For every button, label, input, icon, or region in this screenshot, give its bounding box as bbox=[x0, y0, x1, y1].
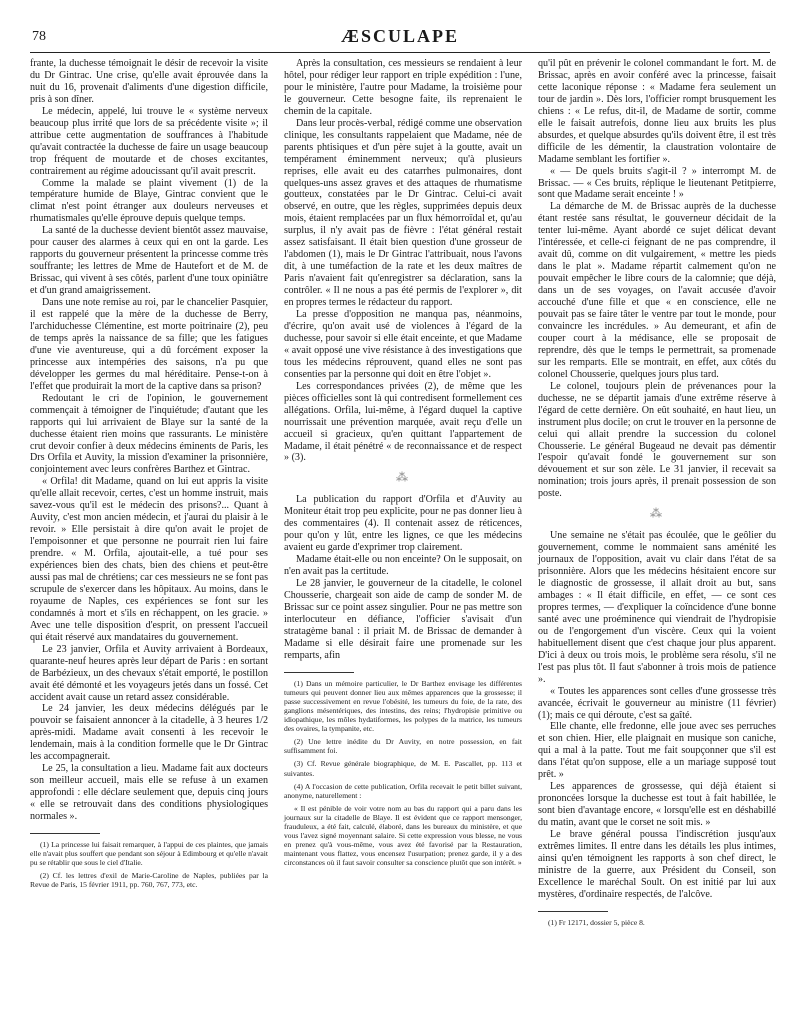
journal-title: ÆSCULAPE bbox=[340, 26, 459, 46]
paragraph: Madame était-elle ou non enceinte? On le supposait, on n'en avait pas la certitude. bbox=[284, 554, 522, 578]
header-rule bbox=[30, 52, 770, 53]
paragraph: Les apparences de grossesse, qui déjà étaient si prononcées lorsque la duchesse est tout à fait habillée, le sont bien d'avantage encore, « lorsqu'elle est en déshabillé du matin, avant que le corset ne soit mis. » bbox=[538, 781, 776, 829]
paragraph: Comme la malade se plaint vivement (1) de la température humide de Blaye, Gintrac convient que le climat n'est point étranger aux douleurs nerveuses et rhumatismales qu'elle éprouve depuis quelque temps. bbox=[30, 177, 268, 225]
footnote: (1) Dans un mémoire particulier, le Dr Barthez envisage les différentes tumeurs qui peuvent donner lieu aux mêmes apparences que la grossesse; il passe successivement en revue l'obésité, les tumeurs du foie, de la rate, des ganglions mésentériques, des intestins, des reins; l'hydropisie primitive ou idiopathique, les môles hydatiformes, les polypes de la matrice, les tumeurs des ovaires, la tympanite, etc. bbox=[284, 678, 522, 734]
paragraph: La presse d'opposition ne manqua pas, néanmoins, d'écrire, qu'on avait usé de violences à l'égard de la duchesse, pour savoir si elle était enceinte, et que Madame « avait opposé une vive résistance à des investigations que tous les médecins réprouvent, quand elles ne sont pas consenties par la personne qui doit en être l'objet ». bbox=[284, 309, 522, 380]
paragraph: Le brave général poussa l'indiscrétion jusqu'aux extrêmes limites. Il entre dans les détails les plus intimes, ainsi qu'en témoignent les rapports à son chef direct, le ministre de la guerre, aux Président du Conseil, son Excellence le maréchal Soult. On est initié par lui aux mystères, d'ordinaire respectés, de l'alcôve. bbox=[538, 829, 776, 900]
footnote: (3) Cf. Revue générale biographique, de M. E. Pascallet, pp. 113 et suivantes. bbox=[284, 759, 522, 778]
paragraph: Après la consultation, ces messieurs se rendaient à leur hôtel, pour rédiger leur rapport en triple expédition : l'une, pour le ministère, l'autre pour Madame, la troisième pour le gouverneur. Cette besogne faite, ils reprenaient le chemin de la capitale. bbox=[284, 58, 522, 117]
paragraph: Elle chante, elle fredonne, elle joue avec ses perruches et son chien. Hier, elle plaignait en musique son caniche, qui a mal à la patte. Tout me fait soupçonner que s'il est dans l'état qu'on suppose, elle a un mariage supposé tout prêt. » bbox=[538, 721, 776, 781]
footnote: « Il est pénible de voir votre nom au bas du rapport qui a paru dans les journaux sur la citadelle de Blaye. Il est évident que ce rapport mensonger, frauduleux, a été fait, calculé, élaboré, dans les bureaux du ministère, et que vous l'avez signé moyennant salaire. Si cette expression vous blesse, ne vous en prenez qu'à vous-même, vous avez été favorisé par la Restauration, maintenant vous flattez, vous encensez l'usurpation; prenez garde, il y a des circonstances où il faut savoir consulter sa conscience plutôt que son intérêt. » bbox=[284, 803, 522, 868]
footnotes-right bbox=[538, 918, 776, 927]
paragraph: Le 23 janvier, Orfila et Auvity arrivaient à Bordeaux, quarante-neuf heures après leur départ de Paris : en sortant de Barbézieux, un des chevaux s'était emporté, le postillon avait été démonté et les voyageurs jetés dans un fossé. Cet accident avait cause un retard assez considérable. bbox=[30, 643, 268, 703]
paragraph: frante, la duchesse témoignait le désir de recevoir la visite du Dr Gintrac. Une crise, qu'elle avait éprouvée dans la nuit du 16, provenait d'aliments d'une digestion difficile, pris à son dîner. bbox=[30, 58, 268, 105]
paragraph: « Orfila! dit Madame, quand on lui eut appris la visite qu'elle allait recevoir, certes, c'est un homme instruit, mais savez-vous qu'il est le médecin des prisons?... Quant à Auvity, c'est mon ancien médecin, et j'aurai du plaisir à le revoir. » Elle persistait à dire qu'on avait le projet de l'empoisonner et que personne ne pourrait rien lui faire prendre. « M. Orfila, ajoutait-elle, a tué pour ses expériences bien des chats, bien des chiens et peut-être aussi pas mal de chrétiens; car ces messieurs ne se font pas scrupule de s'exercer dans les hôpitaux. Au moins, dans le royaume de Naples, ces expériences se font sur les condamnés à mort et s'ils en réchappent, on les gracie. » Avec une telle disposition d'esprit, on pressent l'accueil qui était réservé aux mandataires du gouvernement. bbox=[30, 476, 268, 643]
paragraph: Les correspondances privées (2), de même que les pièces officielles sont là qui contredisent formellement ces allégations. Orfila, lui-même, à l'égard duquel la captive nourrissait une prévention marquée, avait reçu d'elle un accueil si gracieux, qu'en quittant l'appartement de Madame, il était pénétré « de reconnaissance et de respect » (3). bbox=[284, 380, 522, 464]
footnotes-middle bbox=[284, 679, 522, 868]
paragraph: Dans une note remise au roi, par le chancelier Pasquier, il est rappelé que la mère de la duchesse de Berry, l'archiduchesse Clémentine, est morte poitrinaire (2), peu de temps après la naissance de sa fille; que les fatigues d'une vie aventureuse, qui a dû forcément exposer la princesse aux intempéries des saisons, n'a pu que développer les germes du mal héréditaire. Pense-t-on à l'effet que produirait la mort de la captive dans sa prison? bbox=[30, 297, 268, 392]
section-separator: ⁂ bbox=[396, 470, 410, 485]
paragraph: qu'il pût en prévenir le colonel commandant le fort. M. de Brissac, après en avoir conféré avec la princesse, faisait cette laconique réponse : « Madame fera seulement un tour de jardin ». Dès lors, l'officier rompt brusquement les chiens : « Le refus, dit-il, de Madame de sortir, comme elle le faisait autrefois, donne lieu aux bruits les plus absurdes, et quelque absurdes qu'ils doivent être, il est très difficile de les démentir, la claustration volontaire de Madame semblant les fortifier ». bbox=[538, 58, 776, 165]
footnote: (2) Une lettre inédite du Dr Auvity, en notre possession, en fait suffisamment foi. bbox=[284, 737, 522, 756]
paragraph: Le colonel, toujours plein de prévenances pour la duchesse, ne se départit jamais d'une extrême réserve à l'égard de cette dernière. On eût souhaité, en haut lieu, un instrument plus docile; on crut le trouver en la personne de celui qui allait prendre la succession du colonel Chousserie. Le général Bugeaud ne devait pas démentir l'espoir qu'avait fondé le gouvernement sur son dévouement et sur son zèle. Le 31 janvier, il recevait sa nomination; trois jours après, il prenait possession de son poste. bbox=[538, 380, 776, 500]
paragraph: Dans leur procès-verbal, rédigé comme une observation clinique, les consultants rappelaient que Madame, née de parents phtisiques et d'un père sujet à la goutte, avait un tempérament éminemment nerveux; qu'à plusieurs reprises, elle avait eu des catarrhes pulmonaires, dont quelques-uns assez graves et des attaques de rhumatisme goutteux, constatées par le Dr Gintrac. Celui-ci avait observé, en outre, que les règles, supprimées depuis deux mois, étaient remplacées par un flux hémorroïdal et, qu'au surplus, il n'y avait pas de fièvre : l'état général restait assez satisfaisant. Il était bien question d'une grosseur de l'abdomen (1), mais le Dr Gintrac l'attribuait, nous l'avons dit, à une tuméfaction de la rate et les deux maîtres de Paris n'avaient fait qu'enregistrer sa déclaration, sans la contrôler. « Il ne nous a pas été permis de l'explorer », dit en propres termes le rédacteur du rapport. bbox=[284, 117, 522, 309]
footnote: (1) La princesse lui faisait remarquer, à l'appui de ces plaintes, que jamais elle n'avait plus souffert que pendant son séjour à Edimbourg et qu'elle n'avait pu se rétablir que sous le ciel d'Italie. bbox=[30, 840, 268, 868]
paragraph: Le 25, la consultation a lieu. Madame fait aux docteurs son meilleur accueil, mais elle se refuse à un examen approfondi : elle déclare seulement que, depuis cinq jours « elle se retrouvait dans des conditions physiologiques normales ». bbox=[30, 763, 268, 823]
section-separator: ⁂ bbox=[650, 506, 664, 521]
footnote-rule bbox=[284, 672, 354, 673]
paragraph: Une semaine ne s'était pas écoulée, que le geôlier du gouvernement, comme le nommaient sans aménité les journaux de l'opposition, avait vu clair dans l'état de sa prisonnière. Alors que les médecins hésitaient encore sur le diagnostic de grossesse, il allait droit au but, sans ambages : « Il était difficile, en effet, — ce sont ces propres termes, — d'expliquer la coïncidence d'une bonne santé avec une proéminence qui viendrait de l'hydropisie ou de l'engorgement d'un viscère. Ceux qui la voient habituellement disent que c'est chaque jour plus apparent. D'ici à deux ou trois mois, le problème sera résolu, s'il ne l'est pas plus tôt. Il faut s'abonner à trois mois de patience ». bbox=[538, 530, 776, 685]
footnote: (1) Fr 12171, dossier 5, pièce 8. bbox=[548, 917, 645, 927]
paragraph: « — De quels bruits s'agit-il ? » interrompt M. de Brissac. — « Ces bruits, réplique le lieutenant Petitpierre, sont que Madame serait enceinte ! » bbox=[538, 165, 776, 201]
running-header bbox=[30, 28, 770, 50]
paragraph: Le médecin, appelé, lui trouve le « système nerveux beaucoup plus irrité que lors de sa précédente visite »; il attribue cette augmentation de souffrances à l'habitude qu'avait contractée la duchesse de faire un usage beaucoup trop fréquent de moutarde et de choses excitantes, contrairement au régime adoucissant qu'il avait prescrit. bbox=[30, 105, 268, 177]
column-left bbox=[30, 58, 268, 893]
page-number: 78 bbox=[32, 29, 46, 44]
footnote-rule bbox=[538, 911, 608, 912]
footnote: (2) Cf. les lettres d'exil de Marie-Caroline de Naples, publiées par la Revue de Paris, 15 février 1911, pp. 760, 767, 773, etc. bbox=[30, 871, 268, 890]
footnotes-left bbox=[30, 840, 268, 889]
paragraph: Le 24 janvier, les deux médecins délégués par le pouvoir se faisaient annoncer à la citadelle, à 3 heures 1/2 après-midi. Madame avait consenti à les recevoir le lendemain, mais à la condition formelle que le Dr Gintrac les accompagnerait. bbox=[30, 703, 268, 763]
paragraph: La démarche de M. de Brissac auprès de la duchesse étant restée sans résultat, le gouverneur décidait de la tenter lui-même. Ayant abordé ce sujet délicat devant l'intéressée, et celle-ci feignant de ne pas comprendre, il avait dû, comme on dit vulgairement, « mettre les pieds dans le plat ». Madame répartit calmement qu'on ne pouvait empêcher le libre cours de la calomnie; que déjà, dans un de ses voyages, on l'avait accusée d'avoir accouché d'une fille et que « en conscience, elle ne pouvait pas se faire tâter le ventre par tout le monde, pour convaincre les incrédules. » Au demeurant, et afin de couper court à la médisance, elle se proposait de reprendre, dès que le temps le permettrait, sa promenade sur les remparts. Elle se montrait, en effet, aux côtés du colonel Chousserie, quelques jours plus tard. bbox=[538, 201, 776, 380]
paragraph: « Toutes les apparences sont celles d'une grossesse très avancée, écrivait le gouverneur au ministre (11 février) (1); mais ce qui déroute, c'est sa gaîté. bbox=[538, 685, 776, 721]
paragraph: Le 28 janvier, le gouverneur de la citadelle, le colonel Chousserie, chargeait son aide de camp de sonder M. de Brissac sur ce point assez singulier. Pour ne pas mettre son interlocuteur en défiance, l'officier s'avisait d'un stratagème banal : il priait M. de Brissac de demander à Madame si elle désirait faire une promenade sur les remparts, afin bbox=[284, 578, 522, 661]
column-right bbox=[538, 58, 776, 931]
paragraph: La publication du rapport d'Orfila et d'Auvity au Moniteur était trop peu explicite, pour ne pas donner lieu à des commentaires (4). Il contenait assez de réticences, pour qu'on y lût, entre les lignes, ce que les médecins avaient eu garde d'exprimer trop clairement. bbox=[284, 494, 522, 554]
paragraph: La santé de la duchesse devient bientôt assez mauvaise, pour causer des alarmes à ceux qui en ont la garde. Les rapports du gouverneur présentent la princesse comme très souffrante; les lettres de Mme de Hautefort et de M. de Brissac, qui vivent à ses côtés, parlent d'une toux opiniâtre et d'un grand amaigrissement. bbox=[30, 225, 268, 297]
footnote: (4) A l'occasion de cette publication, Orfila recevait le petit billet suivant, anonyme, naturellement : bbox=[284, 781, 522, 800]
footnote-rule bbox=[30, 833, 100, 834]
column-middle bbox=[284, 58, 522, 871]
paragraph: Redoutant le cri de l'opinion, le gouvernement commençait à témoigner de l'inquiétude; d'autant que les rapports qui lui arrivaient de Blaye sur la santé de la duchesse étaient rien moins que rassurants. Le ministère crut devoir confier à deux médecins éminents de Paris, les Drs Orfila et Auvity, la mission d'examiner la prisonnière, conjointement avec leurs confrères Barthez et Gintrac. bbox=[30, 392, 268, 476]
